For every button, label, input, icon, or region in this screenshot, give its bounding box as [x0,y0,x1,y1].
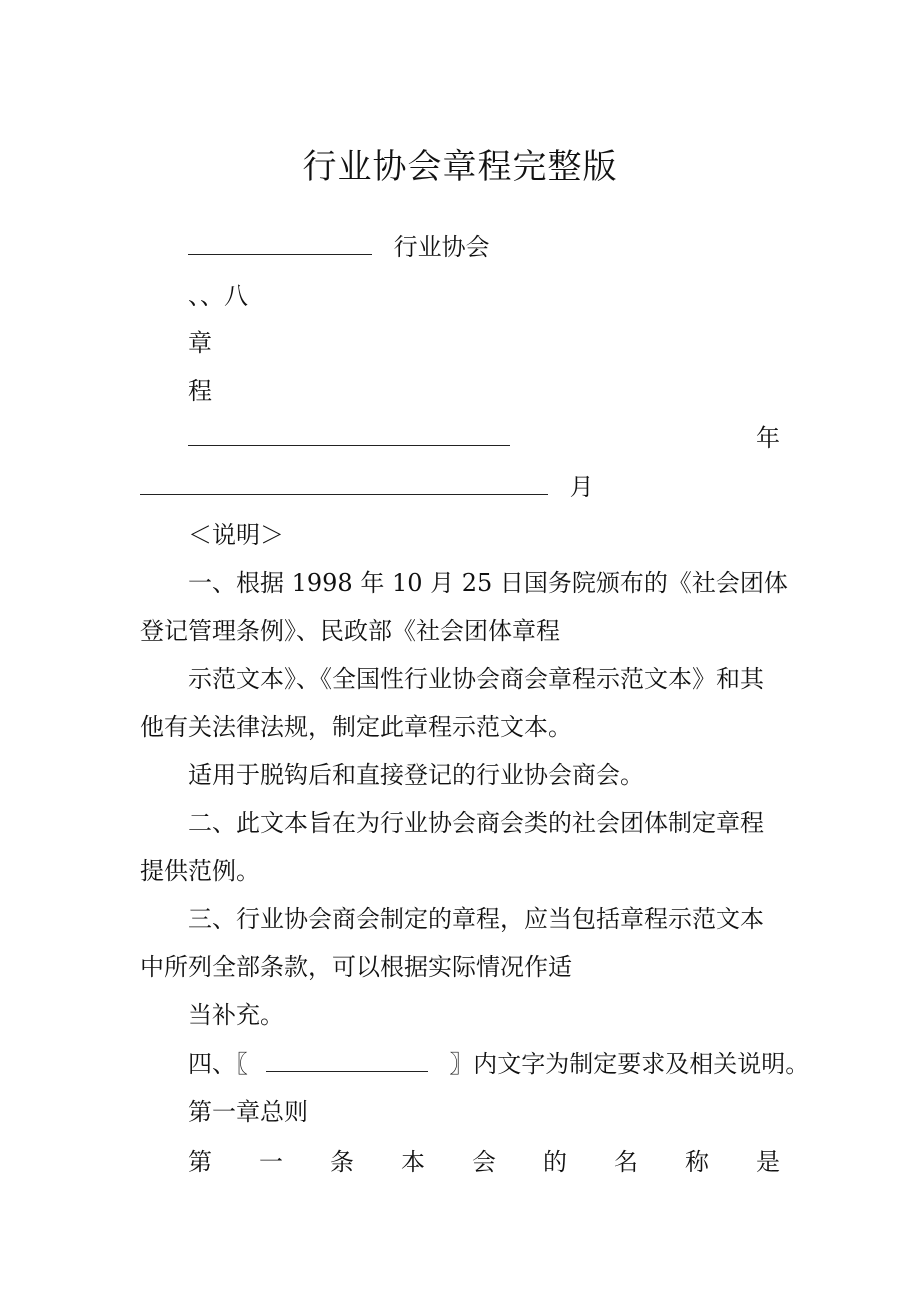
article1-char: 称 [685,1148,709,1176]
paragraph-line: 二、此文本旨在为行业协会商会类的社会团体制定章程 [188,809,764,837]
explanation-heading: ＜说明＞ [188,521,284,549]
article1-char: 第 [188,1148,212,1176]
item4-prefix: 四、〖 [188,1050,248,1078]
month-label: 月 [569,473,594,501]
stray-line: 章 [188,329,212,357]
paragraph-line: 三、行业协会商会制定的章程，应当包括章程示范文本 [188,905,764,933]
org-name-line [188,230,490,264]
article1-char: 条 [330,1148,354,1176]
org-name-blank [188,230,372,255]
article1-char: 本 [401,1148,425,1176]
document-title: 行业协会章程完整版 [302,147,618,187]
paragraph-line: 他有关法律法规，制定此章程示范文本。 [140,713,572,741]
article1-char: 会 [472,1148,496,1176]
paragraph-line: 一、根据 1998 年 10 月 25 日国务院颁布的《社会团体 [188,569,788,597]
paragraph-line: 中所列全部条款，可以根据实际情况作适 [140,953,572,981]
item4-line [188,1047,809,1081]
stray-line: 程 [188,377,212,405]
month-line [140,470,594,504]
article1-char: 一 [259,1148,283,1176]
item4-blank [266,1047,428,1072]
year-line [188,421,780,455]
item4-suffix: 〗内文字为制定要求及相关说明。 [449,1050,810,1078]
stray-line: 、、八 [188,282,248,310]
paragraph-line: 提供范例。 [140,857,260,885]
paragraph-line: 登记管理条例》、民政部《社会团体章程 [140,617,560,645]
month-blank [140,470,548,495]
article1-line [188,1145,780,1179]
article1-char: 的 [543,1148,567,1176]
year-label: 年 [756,424,780,452]
org-suffix: 行业协会 [393,233,490,261]
article1-char: 名 [614,1148,638,1176]
year-blank [188,421,510,446]
chapter-heading: 第一章总则 [188,1098,308,1126]
paragraph-line: 适用于脱钩后和直接登记的行业协会商会。 [188,761,644,789]
paragraph-line: 示范文本》、《全国性行业协会商会章程示范文本》和其 [188,665,764,693]
paragraph-line: 当补充。 [188,1001,284,1029]
article1-char: 是 [756,1148,780,1176]
